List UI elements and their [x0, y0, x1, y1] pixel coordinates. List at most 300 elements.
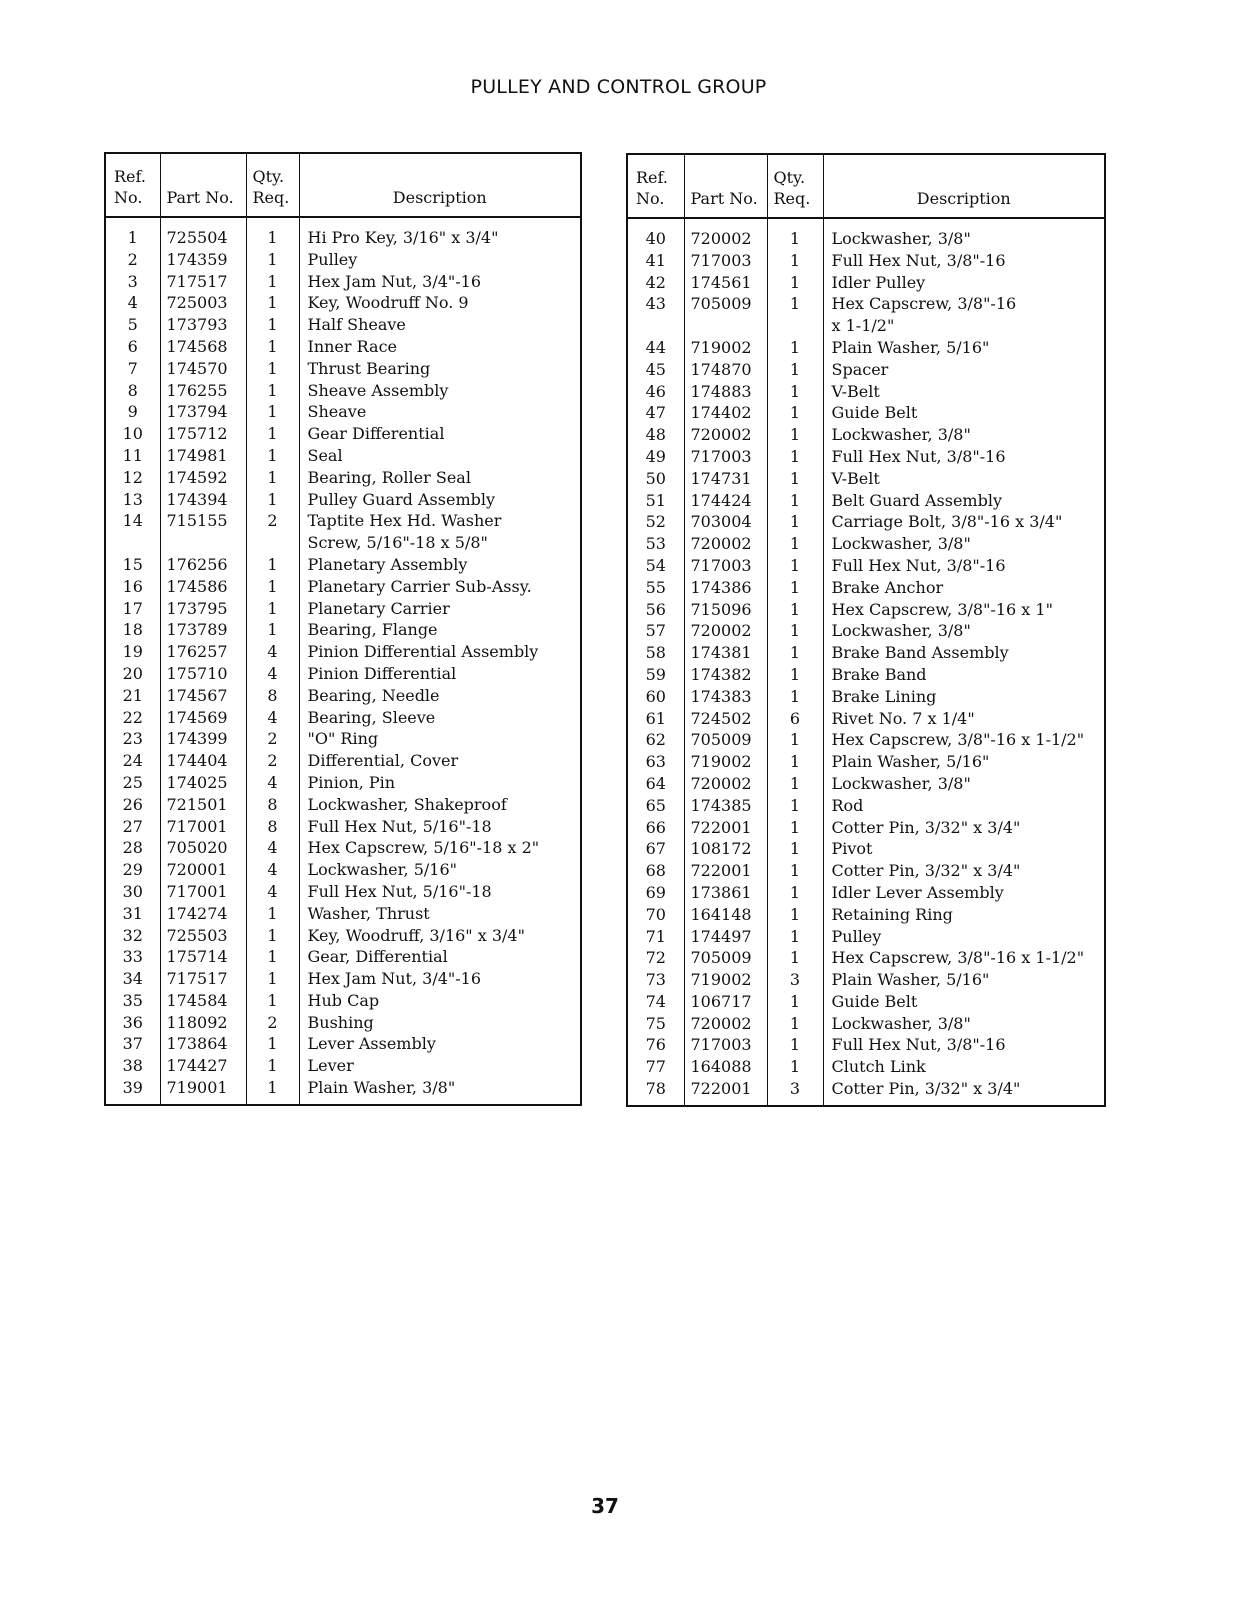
ref-no-cell: 32: [105, 926, 160, 948]
table-row: [627, 927, 1105, 949]
part-no-cell: 720002: [684, 425, 767, 447]
description-cell: V-Belt: [823, 469, 1105, 491]
part-no-cell: 174592: [160, 468, 246, 490]
table-row: [105, 882, 581, 904]
qty-cell: 1: [246, 359, 299, 381]
part-no-cell: 717001: [160, 817, 246, 839]
part-no-cell: 705009: [684, 730, 767, 752]
qty-cell: 1: [246, 599, 299, 621]
qty-cell: 1: [246, 620, 299, 642]
ref-no-cell: 6: [105, 337, 160, 359]
ref-no-cell: 69: [627, 883, 684, 905]
ref-no-cell: [627, 316, 684, 338]
part-no-cell: 725503: [160, 926, 246, 948]
qty-cell: 1: [767, 251, 823, 273]
part-no-cell: 722001: [684, 1079, 767, 1106]
qty-cell: 1: [246, 1078, 299, 1105]
ref-no-cell: 36: [105, 1013, 160, 1035]
ref-no-cell: 28: [105, 838, 160, 860]
table-row: [105, 860, 581, 882]
table-row: [627, 251, 1105, 273]
ref-no-cell: 8: [105, 381, 160, 403]
parts-table-right: [626, 153, 1106, 1107]
description-cell: Hex Jam Nut, 3/4"-16: [299, 272, 581, 294]
description-cell: Lockwasher, 3/8": [823, 534, 1105, 556]
ref-no-cell: 45: [627, 360, 684, 382]
page-number: 37: [591, 1494, 619, 1518]
table-row: [105, 926, 581, 948]
parts-table-right-body: [627, 218, 1105, 1106]
part-no-cell: 719002: [684, 752, 767, 774]
qty-cell: 1: [767, 730, 823, 752]
description-cell: Lockwasher, 3/8": [823, 621, 1105, 643]
description-cell: Gear, Differential: [299, 947, 581, 969]
description-cell: Rod: [823, 796, 1105, 818]
ref-no-cell: 59: [627, 665, 684, 687]
ref-no-cell: 49: [627, 447, 684, 469]
table-row: [105, 490, 581, 512]
part-no-cell: 174359: [160, 250, 246, 272]
ref-no-header: Ref. No.: [627, 154, 684, 218]
part-no-cell: 705009: [684, 948, 767, 970]
qty-cell: 1: [246, 1056, 299, 1078]
description-header: Description: [823, 154, 1105, 218]
table-row: [627, 774, 1105, 796]
description-cell: Idler Lever Assembly: [823, 883, 1105, 905]
qty-cell: 4: [246, 860, 299, 882]
part-no-cell: 164148: [684, 905, 767, 927]
qty-cell: 1: [246, 490, 299, 512]
ref-no-cell: 24: [105, 751, 160, 773]
qty-cell: 3: [767, 970, 823, 992]
table-row: [627, 643, 1105, 665]
ref-no-cell: 71: [627, 927, 684, 949]
description-cell: Thrust Bearing: [299, 359, 581, 381]
part-no-cell: 174394: [160, 490, 246, 512]
description-cell: Pinion Differential Assembly: [299, 642, 581, 664]
qty-cell: 1: [767, 643, 823, 665]
ref-no-cell: 26: [105, 795, 160, 817]
description-cell: Pinion Differential: [299, 664, 581, 686]
ref-no-cell: 18: [105, 620, 160, 642]
ref-no-cell: 62: [627, 730, 684, 752]
table-header-row: [627, 154, 1105, 218]
qty-cell: 1: [246, 337, 299, 359]
description-cell: Brake Lining: [823, 687, 1105, 709]
part-no-cell: 722001: [684, 818, 767, 840]
description-cell: Bearing, Roller Seal: [299, 468, 581, 490]
description-cell: Guide Belt: [823, 403, 1105, 425]
description-cell: Full Hex Nut, 3/8"-16: [823, 447, 1105, 469]
part-no-cell: 719001: [160, 1078, 246, 1105]
ref-no-cell: 63: [627, 752, 684, 774]
qty-header: Qty. Req.: [246, 153, 299, 217]
description-header: Description: [299, 153, 581, 217]
description-cell: Belt Guard Assembly: [823, 491, 1105, 513]
qty-cell: 1: [767, 752, 823, 774]
ref-no-cell: 66: [627, 818, 684, 840]
ref-no-cell: 10: [105, 424, 160, 446]
qty-cell: 1: [767, 948, 823, 970]
qty-cell: 4: [246, 838, 299, 860]
description-cell: Pulley: [823, 927, 1105, 949]
table-row: [105, 511, 581, 533]
qty-cell: 2: [246, 1013, 299, 1035]
ref-no-cell: 40: [627, 218, 684, 251]
part-no-cell: 174586: [160, 577, 246, 599]
table-row: [627, 730, 1105, 752]
qty-cell: 1: [767, 796, 823, 818]
table-row: [627, 534, 1105, 556]
qty-cell: 1: [767, 1035, 823, 1057]
ref-no-cell: 43: [627, 294, 684, 316]
ref-no-cell: 35: [105, 991, 160, 1013]
ref-no-cell: 78: [627, 1079, 684, 1106]
qty-cell: 4: [246, 642, 299, 664]
part-no-cell: 720002: [684, 774, 767, 796]
part-no-cell: 174025: [160, 773, 246, 795]
qty-cell: 1: [246, 947, 299, 969]
description-cell: Washer, Thrust: [299, 904, 581, 926]
ref-no-cell: 14: [105, 511, 160, 533]
ref-no-cell: 52: [627, 512, 684, 534]
ref-no-cell: 29: [105, 860, 160, 882]
table-row: [105, 555, 581, 577]
ref-no-cell: 50: [627, 469, 684, 491]
part-no-cell: 720002: [684, 534, 767, 556]
description-cell: Full Hex Nut, 5/16"-18: [299, 817, 581, 839]
description-cell: Brake Anchor: [823, 578, 1105, 600]
part-no-cell: 174424: [684, 491, 767, 513]
description-cell: Carriage Bolt, 3/8"-16 x 3/4": [823, 512, 1105, 534]
table-row: [627, 818, 1105, 840]
table-row: [627, 1014, 1105, 1036]
table-row: [105, 315, 581, 337]
table-row: [105, 817, 581, 839]
part-no-cell: 164088: [684, 1057, 767, 1079]
table-row: [627, 970, 1105, 992]
qty-cell: 1: [246, 468, 299, 490]
table-row: [627, 425, 1105, 447]
description-cell: Brake Band: [823, 665, 1105, 687]
qty-cell: 1: [767, 687, 823, 709]
description-cell: Taptite Hex Hd. Washer: [299, 511, 581, 533]
qty-cell: 8: [246, 817, 299, 839]
qty-cell: 1: [246, 293, 299, 315]
table-row: [627, 556, 1105, 578]
part-no-cell: 173795: [160, 599, 246, 621]
table-row: [105, 337, 581, 359]
table-row: [627, 839, 1105, 861]
qty-cell: 1: [767, 992, 823, 1014]
description-cell: Screw, 5/16"-18 x 5/8": [299, 533, 581, 555]
qty-cell: 4: [246, 708, 299, 730]
table-row: [105, 1078, 581, 1105]
table-row: [627, 294, 1105, 316]
ref-no-cell: 21: [105, 686, 160, 708]
qty-cell: 1: [767, 360, 823, 382]
description-cell: "O" Ring: [299, 729, 581, 751]
table-row: [105, 969, 581, 991]
ref-no-cell: 30: [105, 882, 160, 904]
table-row: [627, 883, 1105, 905]
table-header-row: [105, 153, 581, 217]
description-cell: Spacer: [823, 360, 1105, 382]
qty-cell: 1: [246, 424, 299, 446]
description-cell: Hex Capscrew, 3/8"-16 x 1-1/2": [823, 948, 1105, 970]
description-cell: Retaining Ring: [823, 905, 1105, 927]
description-cell: Bearing, Flange: [299, 620, 581, 642]
ref-no-cell: 27: [105, 817, 160, 839]
page-title: PULLEY AND CONTROL GROUP: [470, 76, 767, 98]
ref-no-cell: 15: [105, 555, 160, 577]
qty-cell: 1: [767, 905, 823, 927]
description-cell: Sheave Assembly: [299, 381, 581, 403]
qty-cell: 1: [767, 382, 823, 404]
part-no-cell: 175714: [160, 947, 246, 969]
part-no-cell: [160, 533, 246, 555]
description-cell: Plain Washer, 5/16": [823, 970, 1105, 992]
table-row: [627, 469, 1105, 491]
description-cell: Half Sheave: [299, 315, 581, 337]
table-row: [627, 512, 1105, 534]
table-row: [105, 217, 581, 250]
ref-no-cell: 44: [627, 338, 684, 360]
ref-no-cell: 19: [105, 642, 160, 664]
part-no-cell: 174497: [684, 927, 767, 949]
part-no-cell: 173793: [160, 315, 246, 337]
table-row: [105, 250, 581, 272]
ref-no-cell: 11: [105, 446, 160, 468]
table-row: [105, 947, 581, 969]
table-row: [627, 447, 1105, 469]
table-row: [105, 642, 581, 664]
table-row: [627, 360, 1105, 382]
qty-cell: 1: [767, 273, 823, 295]
table-row: [627, 316, 1105, 338]
ref-no-cell: 38: [105, 1056, 160, 1078]
table-row: [105, 904, 581, 926]
table-row: [105, 729, 581, 751]
ref-no-cell: 75: [627, 1014, 684, 1036]
qty-cell: 1: [246, 1034, 299, 1056]
table-row: [627, 905, 1105, 927]
qty-cell: 1: [246, 577, 299, 599]
table-row: [627, 578, 1105, 600]
part-no-cell: 174731: [684, 469, 767, 491]
qty-cell: 4: [246, 773, 299, 795]
table-row: [105, 446, 581, 468]
description-cell: Plain Washer, 5/16": [823, 338, 1105, 360]
qty-cell: 1: [767, 447, 823, 469]
description-cell: Lockwasher, 3/8": [823, 425, 1105, 447]
description-cell: Key, Woodruff, 3/16" x 3/4": [299, 926, 581, 948]
qty-cell: 8: [246, 686, 299, 708]
description-cell: Pulley Guard Assembly: [299, 490, 581, 512]
part-no-cell: 174385: [684, 796, 767, 818]
ref-no-cell: 76: [627, 1035, 684, 1057]
ref-no-cell: 9: [105, 402, 160, 424]
qty-cell: 1: [246, 217, 299, 250]
description-cell: Differential, Cover: [299, 751, 581, 773]
ref-no-cell: 47: [627, 403, 684, 425]
part-no-cell: 176257: [160, 642, 246, 664]
description-cell: Planetary Carrier: [299, 599, 581, 621]
description-cell: Pinion, Pin: [299, 773, 581, 795]
description-cell: Lever Assembly: [299, 1034, 581, 1056]
ref-no-cell: 70: [627, 905, 684, 927]
table-row: [105, 468, 581, 490]
description-cell: Sheave: [299, 402, 581, 424]
table-row: [105, 795, 581, 817]
part-no-cell: 106717: [684, 992, 767, 1014]
qty-cell: 8: [246, 795, 299, 817]
part-no-cell: 717001: [160, 882, 246, 904]
table-row: [105, 533, 581, 555]
ref-no-cell: 41: [627, 251, 684, 273]
description-cell: Guide Belt: [823, 992, 1105, 1014]
ref-no-cell: 74: [627, 992, 684, 1014]
ref-no-cell: 58: [627, 643, 684, 665]
part-no-cell: 717003: [684, 1035, 767, 1057]
qty-cell: 1: [246, 904, 299, 926]
table-row: [105, 686, 581, 708]
qty-cell: 2: [246, 511, 299, 533]
part-no-cell: 717003: [684, 556, 767, 578]
parts-table-left: [104, 152, 582, 1106]
description-cell: Planetary Assembly: [299, 555, 581, 577]
qty-cell: [246, 533, 299, 555]
qty-cell: 1: [246, 446, 299, 468]
ref-no-cell: 67: [627, 839, 684, 861]
part-no-cell: 717517: [160, 272, 246, 294]
table-row: [105, 838, 581, 860]
ref-no-cell: 65: [627, 796, 684, 818]
description-cell: Hex Capscrew, 5/16"-18 x 2": [299, 838, 581, 860]
qty-cell: 1: [246, 402, 299, 424]
table-row: [627, 948, 1105, 970]
description-cell: Cotter Pin, 3/32" x 3/4": [823, 818, 1105, 840]
qty-cell: 1: [246, 969, 299, 991]
description-cell: Lockwasher, 3/8": [823, 218, 1105, 251]
qty-cell: 4: [246, 664, 299, 686]
table-row: [627, 491, 1105, 513]
table-row: [105, 424, 581, 446]
part-no-cell: [684, 316, 767, 338]
qty-cell: 1: [767, 883, 823, 905]
part-no-cell: 176255: [160, 381, 246, 403]
description-cell: Cotter Pin, 3/32" x 3/4": [823, 1079, 1105, 1106]
table-row: [627, 382, 1105, 404]
ref-no-cell: 48: [627, 425, 684, 447]
part-no-header: Part No.: [160, 153, 246, 217]
part-no-cell: 715096: [684, 600, 767, 622]
table-row: [627, 1057, 1105, 1079]
table-row: [627, 273, 1105, 295]
description-cell: Brake Band Assembly: [823, 643, 1105, 665]
table-row: [627, 1079, 1105, 1106]
description-cell: Hub Cap: [299, 991, 581, 1013]
qty-cell: 1: [767, 621, 823, 643]
qty-cell: 1: [246, 315, 299, 337]
part-no-cell: 720001: [160, 860, 246, 882]
part-no-header: Part No.: [684, 154, 767, 218]
qty-cell: 1: [767, 774, 823, 796]
part-no-cell: 720002: [684, 1014, 767, 1036]
part-no-cell: 174567: [160, 686, 246, 708]
part-no-cell: 174404: [160, 751, 246, 773]
table-row: [105, 577, 581, 599]
table-row: [627, 796, 1105, 818]
qty-cell: 1: [246, 250, 299, 272]
ref-no-cell: 20: [105, 664, 160, 686]
qty-cell: 1: [246, 991, 299, 1013]
qty-cell: 1: [246, 926, 299, 948]
qty-cell: 1: [767, 338, 823, 360]
description-cell: Lockwasher, 3/8": [823, 1014, 1105, 1036]
table-row: [627, 665, 1105, 687]
part-no-cell: 703004: [684, 512, 767, 534]
description-cell: Lockwasher, 5/16": [299, 860, 581, 882]
qty-cell: 1: [767, 1057, 823, 1079]
qty-cell: 1: [767, 927, 823, 949]
ref-no-cell: 42: [627, 273, 684, 295]
qty-cell: 1: [246, 381, 299, 403]
part-no-cell: 174381: [684, 643, 767, 665]
table-row: [627, 621, 1105, 643]
table-row: [627, 687, 1105, 709]
qty-cell: 1: [767, 425, 823, 447]
description-cell: Hi Pro Key, 3/16" x 3/4": [299, 217, 581, 250]
ref-no-cell: 25: [105, 773, 160, 795]
part-no-cell: 174561: [684, 273, 767, 295]
part-no-cell: 720002: [684, 218, 767, 251]
part-no-cell: 717003: [684, 447, 767, 469]
qty-cell: 1: [767, 1014, 823, 1036]
ref-no-cell: 54: [627, 556, 684, 578]
part-no-cell: 173864: [160, 1034, 246, 1056]
description-cell: Hex Capscrew, 3/8"-16 x 1": [823, 600, 1105, 622]
part-no-cell: 174883: [684, 382, 767, 404]
ref-no-cell: 12: [105, 468, 160, 490]
part-no-cell: 174427: [160, 1056, 246, 1078]
qty-cell: 1: [767, 818, 823, 840]
table-row: [105, 272, 581, 294]
description-cell: Cotter Pin, 3/32" x 3/4": [823, 861, 1105, 883]
table-row: [627, 600, 1105, 622]
description-cell: Lockwasher, Shakeproof: [299, 795, 581, 817]
description-cell: Hex Capscrew, 3/8"-16 x 1-1/2": [823, 730, 1105, 752]
ref-no-cell: 73: [627, 970, 684, 992]
ref-no-cell: 61: [627, 709, 684, 731]
description-cell: Seal: [299, 446, 581, 468]
qty-cell: 3: [767, 1079, 823, 1106]
ref-no-cell: 68: [627, 861, 684, 883]
part-no-cell: 174274: [160, 904, 246, 926]
table-row: [627, 403, 1105, 425]
table-row: [627, 218, 1105, 251]
table-row: [627, 709, 1105, 731]
table-row: [105, 991, 581, 1013]
ref-no-cell: 2: [105, 250, 160, 272]
description-cell: Pivot: [823, 839, 1105, 861]
qty-cell: 1: [767, 556, 823, 578]
description-cell: Inner Race: [299, 337, 581, 359]
description-cell: Hex Capscrew, 3/8"-16: [823, 294, 1105, 316]
description-cell: x 1-1/2": [823, 316, 1105, 338]
table-row: [105, 620, 581, 642]
qty-cell: 1: [767, 534, 823, 556]
